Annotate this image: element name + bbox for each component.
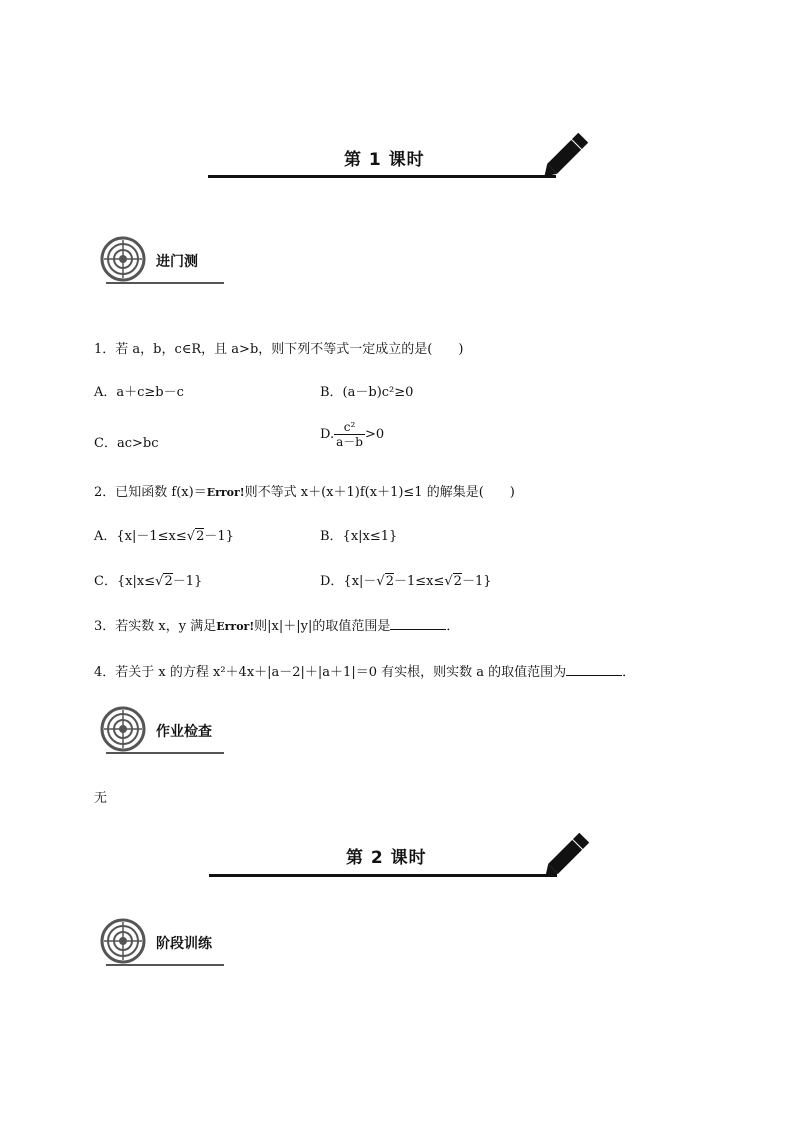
pencil-icon: [540, 128, 594, 180]
question-4-stem: [94, 661, 635, 680]
question-1-option-d-prefix: D.: [320, 427, 335, 442]
target-icon: [100, 918, 146, 964]
question-2-error-text: Error!: [206, 486, 245, 499]
fraction-denominator: a－b: [336, 435, 363, 449]
section-enter-test-underline: [106, 282, 224, 284]
question-2-option-b: B．{x|x≤1}: [320, 529, 398, 544]
question-1-stem: 1．若 a，b，c∈R，且 a>b，则下列不等式一定成立的是( ): [94, 342, 464, 357]
section-stage-training: [98, 916, 224, 966]
question-1-option-d-fraction: [334, 420, 365, 449]
question-2-option-c-pre: C．{x|x≤: [94, 574, 156, 589]
question-2-option-d-radicand-1: 2: [385, 574, 394, 589]
question-2-option-a-radicand: 2: [196, 529, 205, 544]
question-3-stem: [94, 615, 459, 634]
question-2-option-d-mid: －1≤x≤: [393, 574, 445, 589]
target-icon: [100, 706, 146, 752]
question-2-option-d: D．{x|－√2－1≤x≤√2－1}: [320, 574, 492, 589]
homework-text: 无: [94, 791, 108, 806]
question-2-option-d-post: －1}: [461, 574, 492, 589]
pencil-icon: [541, 828, 595, 880]
lesson-2-title: 第 2 课时: [346, 848, 427, 868]
question-2-stem: [94, 481, 515, 500]
question-2-option-d-pre: D．{x|－: [320, 574, 377, 589]
answer-blank: [566, 663, 622, 676]
question-2-stem-pre: 2．已知函数 f(x)＝: [94, 485, 207, 500]
question-3-post: 则|x|＋|y|的取值范围是: [254, 619, 391, 634]
question-1-option-a: A．a＋c≥b－c: [94, 385, 184, 400]
section-homework-check: [98, 704, 224, 754]
question-2-option-a-pre: A．{x|－1≤x≤: [94, 529, 187, 544]
section-homework-check-label: 作业检查: [156, 724, 212, 740]
section-enter-test: [98, 234, 224, 284]
question-3-error-text: Error!: [216, 620, 255, 633]
section-enter-test-label: 进门测: [156, 254, 198, 270]
question-4-end: ．: [622, 665, 636, 680]
question-1-option-b: B．(a－b)c²≥0: [320, 385, 414, 400]
section-stage-training-underline: [106, 964, 224, 966]
lesson-2-title-underline: [209, 874, 557, 877]
question-3-end: ．: [446, 619, 460, 634]
target-icon: [100, 236, 146, 282]
section-homework-check-underline: [106, 752, 224, 754]
lesson-1-title: 第 1 课时: [344, 150, 425, 170]
question-3-pre: 3．若实数 x，y 满足: [94, 619, 217, 634]
question-2-option-c-post: －1}: [172, 574, 203, 589]
question-1-option-d: [320, 420, 384, 449]
question-2-option-a: A．{x|－1≤x≤√2－1}: [94, 529, 234, 544]
section-stage-training-label: 阶段训练: [156, 936, 212, 952]
question-2-option-c: C．{x|x≤√2－1}: [94, 574, 203, 589]
question-2-option-d-radicand-2: 2: [453, 574, 462, 589]
question-2-option-a-post: －1}: [204, 529, 234, 544]
answer-blank: [390, 617, 446, 630]
lesson-1-title-underline: [208, 175, 556, 178]
question-1-option-d-suffix: >0: [364, 427, 385, 442]
question-1-option-c: C．ac>bc: [94, 436, 159, 451]
question-2-stem-post: 则不等式 x＋(x＋1)f(x＋1)≤1 的解集是( ): [244, 485, 515, 500]
question-2-option-c-radicand: 2: [164, 574, 173, 589]
question-4-pre: 4．若关于 x 的方程 x²＋4x＋|a－2|＋|a＋1|＝0 有实根，则实数 a 的取值范围为: [94, 665, 567, 680]
fraction-numerator: c²: [334, 420, 365, 435]
